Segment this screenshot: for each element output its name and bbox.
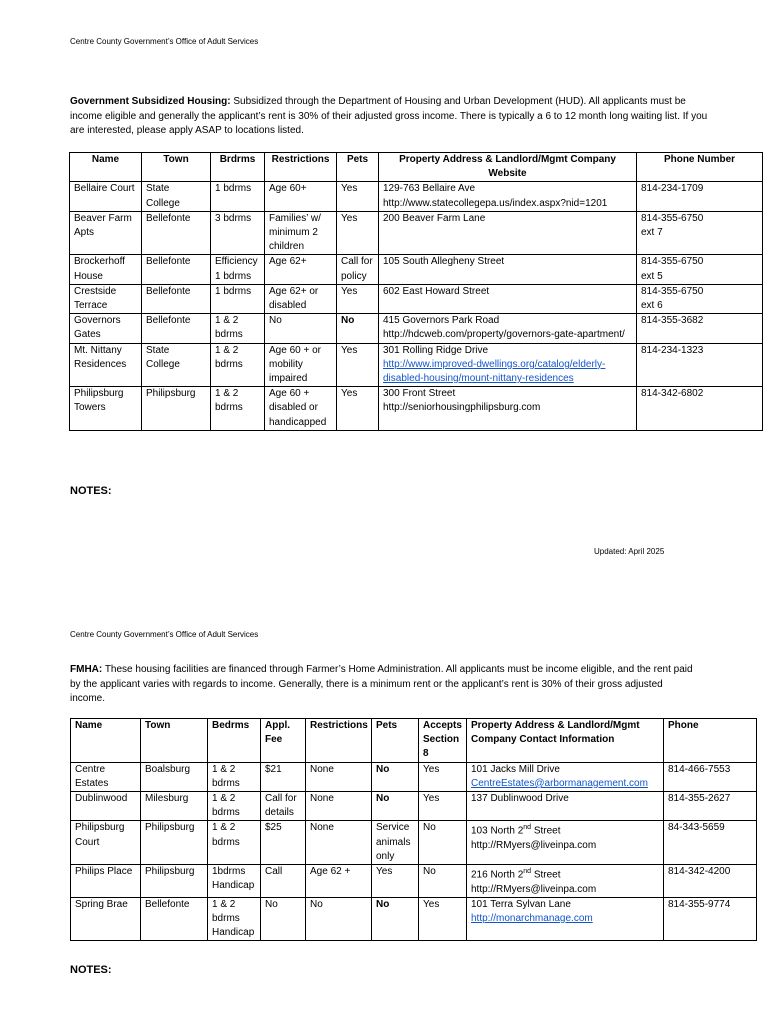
website-text: http://seniorhousingphilipsburg.com (383, 402, 541, 414)
column-header-bedrms: Bedrms (208, 719, 261, 763)
address-line: 101 Jacks Mill Drive (471, 763, 560, 775)
column-header-restrictions: Restrictions (265, 153, 337, 182)
column-header-address: Property Address & Landlord/Mgmt Company Website (379, 153, 637, 182)
cell-town: State College (142, 343, 211, 387)
cell-address (379, 343, 637, 387)
cell-phone: 814-355-9774 (664, 897, 757, 941)
cell-brdrms: 1 bdrms (211, 182, 265, 211)
address-superscript: nd (523, 824, 532, 832)
hud-housing-table (69, 152, 763, 431)
page2-notes-label: NOTES: (70, 964, 112, 976)
cell-bedrms: 1 & 2 bdrms (208, 762, 261, 791)
page1-intro (70, 95, 710, 139)
cell-phone: 814-342-6802 (637, 387, 763, 431)
cell-name: Beaver Farm Apts (70, 211, 142, 255)
address-line: 101 Terra Sylvan Lane (471, 898, 571, 910)
address-line: 602 East Howard Street (383, 285, 490, 297)
cell-contact (467, 821, 664, 865)
cell-name: Spring Brae (71, 897, 141, 941)
cell-phone: 814-466-7553 (664, 762, 757, 791)
address-line: 300 Front Street (383, 388, 456, 400)
cell-fee: No (261, 897, 306, 941)
column-header-name: Name (70, 153, 142, 182)
website-text: http://RMyers@liveinpa.com (471, 883, 597, 895)
cell-name: Dublinwood (71, 792, 141, 821)
address-line: 129-763 Bellaire Ave (383, 183, 476, 195)
page2-intro-title: FMHA: (70, 664, 103, 675)
cell-phone: 814-342-4200 (664, 865, 757, 898)
page1-intro-title: Government Subsidized Housing: (70, 96, 231, 107)
cell-restrictions: Age 60 + or mobility impaired (265, 343, 337, 387)
page2-intro-text: These housing facilities are financed through Farmer’s Home Administration. All applicants must be income eligible, and the rent paid by the applicant varies with regards to income. Generally, there is a minimum rent or the applicant’s rent is 30% of their gross adjusted income. (70, 664, 693, 704)
cell-town: Boalsburg (141, 762, 208, 791)
column-header-appl-fee: Appl. Fee (261, 719, 306, 763)
address-main: 216 North 2 (471, 869, 524, 881)
cell-town: Philipsburg (141, 865, 208, 898)
cell-pets: No (337, 314, 379, 343)
table-row (70, 314, 763, 343)
table-row (71, 792, 757, 821)
cell-address (379, 284, 637, 313)
cell-fee: Call (261, 865, 306, 898)
cell-town: Bellefonte (142, 284, 211, 313)
column-header-name: Name (71, 719, 141, 763)
table-row (70, 182, 763, 211)
cell-pets: Yes (337, 284, 379, 313)
cell-town: Bellefonte (142, 255, 211, 284)
cell-name: Crestside Terrace (70, 284, 142, 313)
website-text: http://RMyers@liveinpa.com (471, 839, 597, 851)
website-text: http://hdcweb.com/property/governors-gate-apartment/ (383, 329, 625, 341)
address-line (471, 865, 659, 883)
page1-notes-label: NOTES: (70, 485, 112, 497)
cell-address (379, 211, 637, 255)
cell-bedrms: 1bdrms Handicap (208, 865, 261, 898)
cell-restrictions: Age 62+ (265, 255, 337, 284)
cell-address (379, 182, 637, 211)
address-rest: Street (531, 825, 561, 837)
cell-contact (467, 792, 664, 821)
cell-name: Centre Estates (71, 762, 141, 791)
cell-restrictions: None (306, 792, 372, 821)
cell-bedrms: 1 & 2 bdrms (208, 792, 261, 821)
cell-fee: $21 (261, 762, 306, 791)
cell-pets: Service animals only (372, 821, 419, 865)
address-line (471, 821, 659, 839)
website-text: http://www.statecollegepa.us/index.aspx?nid=1201 (383, 197, 608, 209)
cell-section8: Yes (419, 897, 467, 941)
table-row (70, 255, 763, 284)
table-row (71, 762, 757, 791)
cell-phone: 814-355-3682 (637, 314, 763, 343)
updated-date: Updated: April 2025 (594, 547, 665, 556)
address-line: 200 Beaver Farm Lane (383, 212, 486, 224)
cell-name: Philips Place (71, 865, 141, 898)
cell-town: Bellefonte (142, 211, 211, 255)
cell-contact (467, 897, 664, 941)
cell-fee: Call for details (261, 792, 306, 821)
cell-phone: 84-343-5659 (664, 821, 757, 865)
cell-name: Philipsburg Court (71, 821, 141, 865)
cell-brdrms: 1 & 2 bdrms (211, 314, 265, 343)
cell-brdrms: 1 & 2 bdrms (211, 343, 265, 387)
website-link[interactable]: http://monarchmanage.com (471, 912, 593, 924)
cell-brdrms: 3 bdrms (211, 211, 265, 255)
cell-phone: 814-234-1323 (637, 343, 763, 387)
cell-restrictions: Age 62+ or disabled (265, 284, 337, 313)
cell-brdrms: 1 bdrms (211, 284, 265, 313)
page1-intro-text: Subsidized through the Department of Housing and Urban Development (HUD). All applicants must be income eligible and generally the applicant’s rent is 30% of their adjusted gross income. There is typically a 6 to 12 month long waiting list. If you are interested, please apply ASAP to locations listed. (70, 96, 708, 136)
cell-pets: Call for policy (337, 255, 379, 284)
address-line: 301 Rolling Ridge Drive (383, 344, 489, 356)
table-row (70, 343, 763, 387)
cell-town: Philipsburg (142, 387, 211, 431)
table-row (71, 865, 757, 898)
cell-town: Bellefonte (142, 314, 211, 343)
page2-intro (70, 663, 695, 707)
address-rest: Street (531, 869, 561, 881)
cell-restrictions: Age 60 + disabled or handicapped (265, 387, 337, 431)
column-header-brdrms: Brdrms (211, 153, 265, 182)
cell-restrictions: Age 60+ (265, 182, 337, 211)
cell-pets: Yes (337, 387, 379, 431)
table-row (70, 387, 763, 431)
cell-phone: 814-355-2627 (664, 792, 757, 821)
cell-brdrms: Efficiency 1 bdrms (211, 255, 265, 284)
column-header-contact: Property Address & Landlord/Mgmt Company Contact Information (467, 719, 664, 763)
cell-pets: No (372, 762, 419, 791)
cell-address (379, 387, 637, 431)
cell-section8: No (419, 865, 467, 898)
page2-header: Centre County Government’s Office of Adult Services (70, 630, 259, 639)
table-row (70, 211, 763, 255)
table-row (70, 284, 763, 313)
cell-pets: Yes (337, 211, 379, 255)
cell-pets: Yes (337, 343, 379, 387)
cell-town: Bellefonte (141, 897, 208, 941)
cell-address (379, 314, 637, 343)
table-header-row (71, 719, 757, 763)
table-row (71, 897, 757, 941)
cell-pets: No (372, 792, 419, 821)
column-header-town: Town (141, 719, 208, 763)
column-header-phone: Phone (664, 719, 757, 763)
cell-phone: 814-234-1709 (637, 182, 763, 211)
cell-phone: 814-355-6750 ext 5 (637, 255, 763, 284)
column-header-pets: Pets (337, 153, 379, 182)
address-line: 415 Governors Park Road (383, 315, 500, 327)
cell-restrictions: None (306, 821, 372, 865)
cell-name: Philipsburg Towers (70, 387, 142, 431)
table-row (71, 821, 757, 865)
cell-pets: Yes (337, 182, 379, 211)
cell-fee: $25 (261, 821, 306, 865)
cell-phone: 814-355-6750 ext 7 (637, 211, 763, 255)
address-superscript: nd (523, 868, 532, 876)
cell-town: Milesburg (141, 792, 208, 821)
cell-town: Philipsburg (141, 821, 208, 865)
cell-address (379, 255, 637, 284)
cell-restrictions: None (306, 762, 372, 791)
cell-contact (467, 762, 664, 791)
cell-section8: No (419, 821, 467, 865)
cell-section8: Yes (419, 792, 467, 821)
cell-restrictions: No (265, 314, 337, 343)
address-line: 137 Dublinwood Drive (471, 793, 569, 805)
email-link[interactable]: CentreEstates@arbormanagement.com (471, 777, 648, 789)
column-header-phone: Phone Number (637, 153, 763, 182)
column-header-town: Town (142, 153, 211, 182)
address-line: 105 South Allegheny Street (383, 256, 505, 268)
column-header-section8: Accepts Section 8 (419, 719, 467, 763)
cell-name: Bellaire Court (70, 182, 142, 211)
cell-name: Brockerhoff House (70, 255, 142, 284)
cell-town: State College (142, 182, 211, 211)
cell-bedrms: 1 & 2 bdrms (208, 821, 261, 865)
cell-brdrms: 1 & 2 bdrms (211, 387, 265, 431)
cell-phone: 814-355-6750 ext 6 (637, 284, 763, 313)
page1-header: Centre County Government’s Office of Adult Services (70, 37, 259, 46)
column-header-pets: Pets (372, 719, 419, 763)
table-header-row (70, 153, 763, 182)
cell-name: Mt. Nittany Residences (70, 343, 142, 387)
cell-pets: No (372, 897, 419, 941)
address-main: 103 North 2 (471, 825, 524, 837)
cell-restrictions: No (306, 897, 372, 941)
column-header-restrictions: Restrictions (306, 719, 372, 763)
website-link[interactable]: http://www.improved-dwellings.org/catalog/elderly-disabled-housing/mount-nittany-residences (383, 358, 606, 385)
cell-pets: Yes (372, 865, 419, 898)
cell-name: Governors Gates (70, 314, 142, 343)
fmha-housing-table (70, 718, 757, 941)
cell-restrictions: Families’ w/ minimum 2 children (265, 211, 337, 255)
cell-restrictions: Age 62 + (306, 865, 372, 898)
cell-bedrms: 1 & 2 bdrms Handicap (208, 897, 261, 941)
cell-section8: Yes (419, 762, 467, 791)
cell-contact (467, 865, 664, 898)
